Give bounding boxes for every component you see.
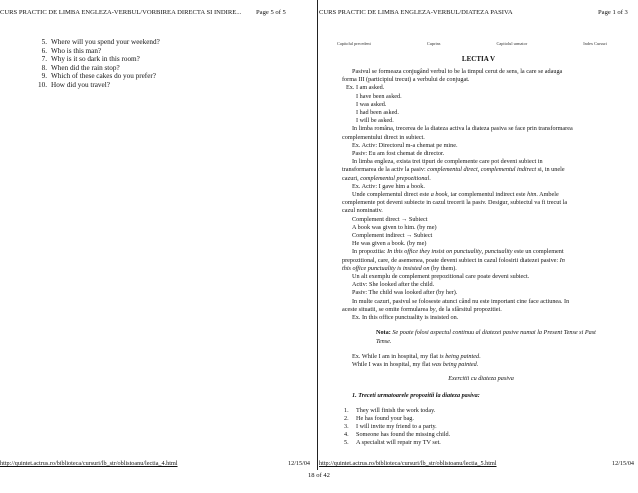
text-line: In propozitia: In this office they insist on punctuality, punctuality este un complement: [352, 248, 564, 256]
left-footer-date: 12/15/04: [288, 460, 311, 467]
text-line: complemente pot deveni subiecte in cazul trecerii la pasiv. Desigur, subiectul va fi trecut la: [342, 199, 568, 207]
list-item: 7. Why is it so dark in this room?: [41, 55, 140, 64]
text-line: complementului direct in subiect.: [342, 133, 425, 141]
left-header-title: CURS PRACTIC DE LIMBA ENGLEZA-VERBUL/VORBIREA DIRECTA SI INDIRE...: [0, 9, 242, 16]
text-line: this office punctuality is insisted on (by them).: [342, 264, 457, 272]
list-item: 5. A specialist will repair my TV set.: [344, 439, 441, 447]
list-item: 9. Which of these cakes do you prefer?: [41, 72, 156, 81]
text-line: cazul nominativ.: [342, 207, 383, 215]
text-line: He was given a book. (by me): [352, 240, 427, 248]
text-line: transformarea de la activ la pasiv: complementul direct, complementul indirect si, in unele: [342, 166, 565, 174]
note-block: Nota: Se poate folosi aspectul continuu al diatezei pasive numai la Present Tense si Past Tense.: [376, 329, 596, 345]
text-line: Unde complementul direct este a book, iar complementul indirect este him. Ambele: [352, 191, 559, 199]
text-line: Complement indirect → Subiect: [352, 232, 433, 240]
text-line: cazuri, complementul prepozitional.: [342, 174, 431, 182]
text-line: While I was in hospital, my flat was being painted.: [352, 360, 479, 368]
text-line: Pasiv: The child was looked after (by her).: [352, 289, 458, 297]
text-line: aceste situatii, se omite formularea by, de la sfârsitul propozitiei.: [342, 305, 502, 313]
text-line: I had been asked.: [356, 109, 399, 117]
list-item: 1. They will finish the work today.: [344, 406, 436, 414]
text-line: I was asked.: [356, 100, 387, 108]
text-line: Pasivul se formeaza conjugând verbul to be la timpul cerut de sens, la care se adauga: [352, 68, 563, 75]
left-footer-url[interactable]: http://quintet.actrus.ro/biblioteca/cursuri/lb_str/oblistoanu/lectia_4.html: [0, 460, 178, 467]
right-header-title: CURS PRACTIC DE LIMBA ENGLEZA-VERBUL/DIATEZA PASIVA: [319, 9, 513, 16]
text-line: Ex. Activ: Directorul m-a chemat pe mine.: [352, 141, 458, 149]
text-line: A book was given to him. (by me): [352, 223, 437, 231]
text-line: I will be asked.: [356, 117, 394, 125]
right-footer-url[interactable]: http://quintet.actrus.ro/biblioteca/cursuri/lb_str/oblistoanu/lectia_5.html: [319, 460, 497, 467]
list-item: 6. Who is this man?: [41, 46, 102, 55]
text-line: In limba româna, trecerea de la diateza activa la diateza pasiva se face prin transformarea: [352, 125, 573, 133]
right-header-page: Page 1 of 3: [598, 9, 628, 16]
lesson-body: [342, 68, 620, 448]
nav-course-index[interactable]: Index Cursuri: [583, 41, 607, 46]
left-page: [0, 0, 318, 470]
nav-next-chapter[interactable]: Capitolul urmator: [496, 41, 528, 46]
question-list: [33, 38, 303, 90]
right-footer-date: 12/15/04: [612, 460, 635, 467]
text-line: Ex. I am asked.: [346, 84, 385, 92]
left-header-page: Page 5 of 5: [256, 9, 286, 16]
text-line: prepozitional, care, de asemenea, poate deveni subiect in cazul folosirii diatezei pasive: In: [342, 256, 565, 264]
text-line: I have been asked.: [356, 92, 402, 100]
list-item: 8. When did the rain stop?: [41, 63, 120, 72]
right-page: [319, 0, 638, 470]
text-line: In limba engleza, exista trei tipuri de complemente care pot deveni subiect in: [352, 158, 543, 166]
text-line: In multe cazuri, pasivul se foloseste atunci când nu este important cine face actiunea. In: [352, 297, 570, 305]
text-line: Pasiv: Eu am fost chemat de director.: [352, 150, 445, 158]
text-line: forma III (participiul trecut) a verbului de conjugat.: [342, 76, 470, 84]
list-item: 2. He has found your bag.: [344, 414, 414, 422]
exercises-title: Exercitii cu diateza pasiva: [448, 375, 514, 383]
lesson-title: LECTIA V: [461, 55, 496, 63]
chapter-nav: [337, 41, 607, 46]
page-count: 18 of 42: [308, 472, 330, 479]
exercise-task: 1. Treceti urmatoarele propozitii la diateza pasiva:: [352, 392, 480, 400]
text-line: Ex. While I am in hospital, my flat is being painted.: [352, 352, 481, 360]
list-item: 5. Where will you spend your weekend?: [41, 38, 160, 46]
list-item: 4. Someone has found the missing child.: [344, 431, 451, 439]
list-item: 3. I will invite my friend to a party.: [344, 422, 437, 430]
text-line: Ex. In this office punctuality is insisted on.: [352, 314, 459, 322]
text-line: Activ: She looked after the child.: [352, 281, 435, 289]
nav-contents[interactable]: Cuprins: [426, 41, 441, 46]
nav-previous-chapter[interactable]: Capitolul precedent: [337, 41, 371, 46]
text-line: Ex. Activ: I gave him a book.: [352, 182, 425, 190]
text-line: Un alt exemplu de complement prepozitional care poate deveni subiect.: [352, 273, 530, 281]
text-line: Complement direct → Subiect: [352, 215, 428, 223]
list-item: 10. How did you travel?: [38, 80, 110, 89]
